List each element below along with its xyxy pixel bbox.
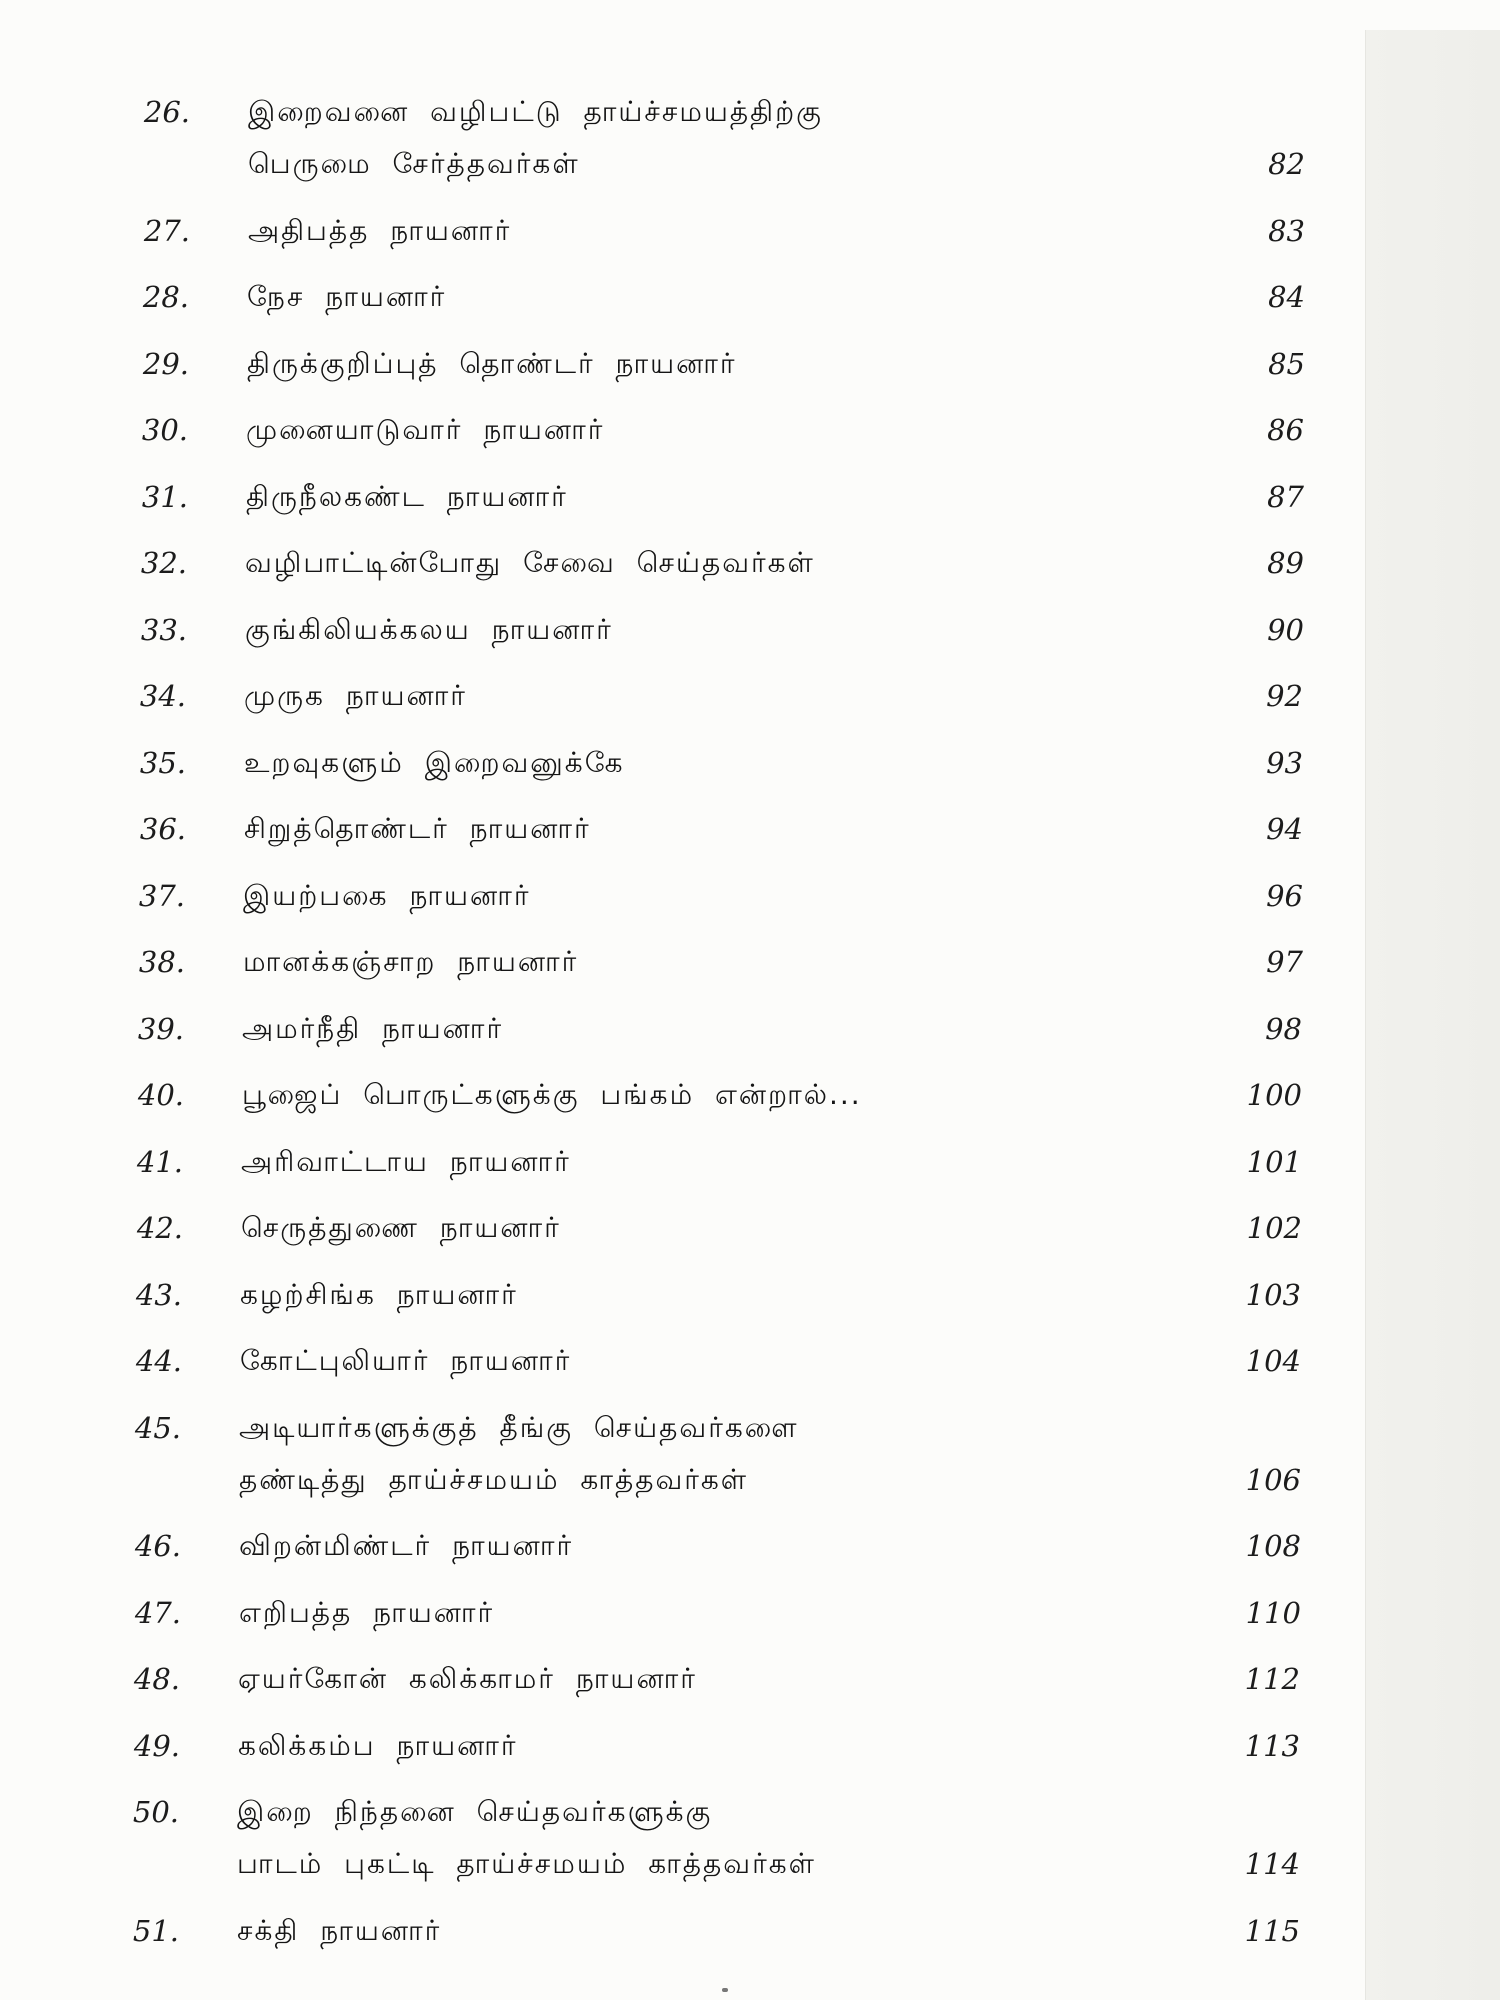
toc-entry-page-number: 93 (1266, 745, 1303, 780)
toc-entry-title: உறவுகளும் இறைவனுக்கே (244, 745, 625, 779)
toc-entry-number: 34. (139, 679, 186, 713)
toc-entry-title: வழிபாட்டின்போது சேவை செய்தவர்கள் (245, 546, 815, 579)
toc-entry-title: குங்கிலியக்கலய நாயனார் (245, 612, 613, 646)
toc-entry-title: சக்தி நாயனார் (237, 1913, 442, 1947)
toc-entry-page-number: 82 (1268, 147, 1305, 181)
toc-entry-title: ஏயர்கோன் கலிக்காமர் நாயனார் (238, 1662, 697, 1695)
toc-entry-title: மானக்கஞ்சாற நாயனார் (243, 945, 579, 978)
toc-entry-number: 43. (135, 1277, 182, 1312)
toc-entry-number: 41. (136, 1144, 183, 1179)
toc-entry-number: 27. (143, 213, 190, 248)
toc-entry-number: 39. (137, 1011, 184, 1046)
toc-entry-page-number: 83 (1268, 213, 1305, 248)
toc-entry-number: 42. (136, 1211, 183, 1245)
toc-entry-page-number: 87 (1267, 479, 1304, 514)
toc-entry-page-number: 90 (1267, 612, 1304, 647)
toc-entry-page-number: 113 (1244, 1728, 1300, 1763)
toc-entry-page-number: 114 (1244, 1847, 1300, 1881)
toc-entry-title: திருக்குறிப்புத் தொண்டர் நாயனார் (247, 346, 737, 380)
toc-entry-number: 35. (139, 745, 186, 780)
toc-entry-page-number: 101 (1246, 1144, 1302, 1179)
toc-entry-page-number: 108 (1245, 1529, 1301, 1563)
toc-entry-number: 36. (139, 812, 186, 846)
toc-entry-title: பெருமை சேர்த்தவர்கள் (248, 147, 580, 180)
toc-entry-page-number: 110 (1245, 1595, 1301, 1630)
toc-entry-number: 38. (138, 945, 185, 979)
toc-entry-title: தண்டித்து தாய்ச்சமயம் காத்தவர்கள் (239, 1462, 749, 1496)
toc-entry-page-number: 103 (1245, 1277, 1301, 1312)
toc-entry-number: 50. (132, 1795, 179, 1829)
toc-entry-number: 51. (132, 1913, 179, 1948)
toc-entry-number: 46. (134, 1529, 181, 1563)
toc-entry-title: கோட்புலியார் நாயனார் (240, 1344, 572, 1377)
toc-entry-page-number: 104 (1245, 1344, 1301, 1378)
toc-entry-page-number: 89 (1267, 546, 1304, 580)
toc-entry-title: எறிபத்த நாயனார் (239, 1595, 495, 1629)
toc-entry-title: அமர்நீதி நாயனார் (242, 1011, 504, 1045)
toc-entry-number: 49. (133, 1728, 180, 1763)
toc-entry-number: 48. (133, 1662, 180, 1696)
toc-entry-number: 47. (134, 1595, 181, 1630)
toc-entry-number: 45. (134, 1410, 181, 1445)
toc-entry-page-number: 92 (1266, 679, 1303, 713)
toc-entry-number: 37. (138, 878, 185, 913)
toc-entry-number: 26. (143, 95, 190, 129)
toc-entry-page-number: 84 (1268, 280, 1305, 314)
toc-entry-page-number: 100 (1246, 1078, 1302, 1112)
toc-entry-title: இறைவனை வழிபட்டு தாய்ச்சமயத்திற்கு (248, 95, 823, 128)
toc-entry-number: 32. (140, 546, 187, 580)
toc-entry-page-number: 102 (1246, 1211, 1302, 1245)
toc-entry-title: சிறுத்தொண்டர் நாயனார் (244, 812, 591, 845)
toc-entry-title: பாடம் புகட்டி தாய்ச்சமயம் காத்தவர்கள் (237, 1847, 816, 1880)
toc-entry-title: அதிபத்த நாயனார் (248, 213, 512, 247)
toc-entry-number: 29. (142, 346, 189, 381)
page-mark (722, 1988, 728, 1992)
toc-entry-title: கழற்சிங்க நாயனார் (240, 1277, 518, 1311)
toc-entry-title: நேச நாயனார் (247, 280, 447, 313)
toc-entry-number: 28. (142, 280, 189, 314)
toc-entry-title: விறன்மிண்டர் நாயனார் (239, 1529, 574, 1562)
toc-entry-title: இயற்பகை நாயனார் (243, 878, 531, 912)
toc-entry-page-number: 112 (1244, 1662, 1300, 1696)
toc-entry-page-number: 98 (1265, 1011, 1302, 1046)
toc-entry-number: 31. (141, 479, 188, 514)
toc-entry-number: 44. (135, 1344, 182, 1378)
toc-entry-number: 30. (141, 413, 188, 447)
toc-entry-title: பூஜைப் பொருட்களுக்கு பங்கம் என்றால்... (242, 1078, 862, 1111)
toc-entry-title: முனையாடுவார் நாயனார் (246, 413, 605, 446)
toc-entry-page-number: 106 (1245, 1462, 1301, 1497)
toc-entry-title: கலிக்கம்ப நாயனார் (238, 1728, 518, 1762)
toc-entry-number: 40. (137, 1078, 184, 1112)
toc-entry-page-number: 94 (1266, 812, 1303, 846)
toc-entry-page-number: 115 (1244, 1913, 1300, 1948)
toc-entry-title: அடியார்களுக்குத் தீங்கு செய்தவர்களை (239, 1410, 799, 1444)
toc-entry-page-number: 97 (1266, 945, 1303, 979)
toc-entry-title: இறை நிந்தனை செய்தவர்களுக்கு (237, 1795, 713, 1828)
toc-entry-page-number: 86 (1267, 413, 1304, 447)
toc-entry-number: 33. (140, 612, 187, 647)
toc-entry-title: அரிவாட்டாய நாயனார் (241, 1144, 571, 1178)
toc-entry-title: முருக நாயனார் (244, 679, 467, 712)
toc-entry-title: செருத்துணை நாயனார் (241, 1211, 561, 1244)
toc-entry-page-number: 96 (1266, 878, 1303, 913)
toc-entry-page-number: 85 (1268, 346, 1305, 381)
toc-entry-title: திருநீலகண்ட நாயனார் (246, 479, 568, 513)
